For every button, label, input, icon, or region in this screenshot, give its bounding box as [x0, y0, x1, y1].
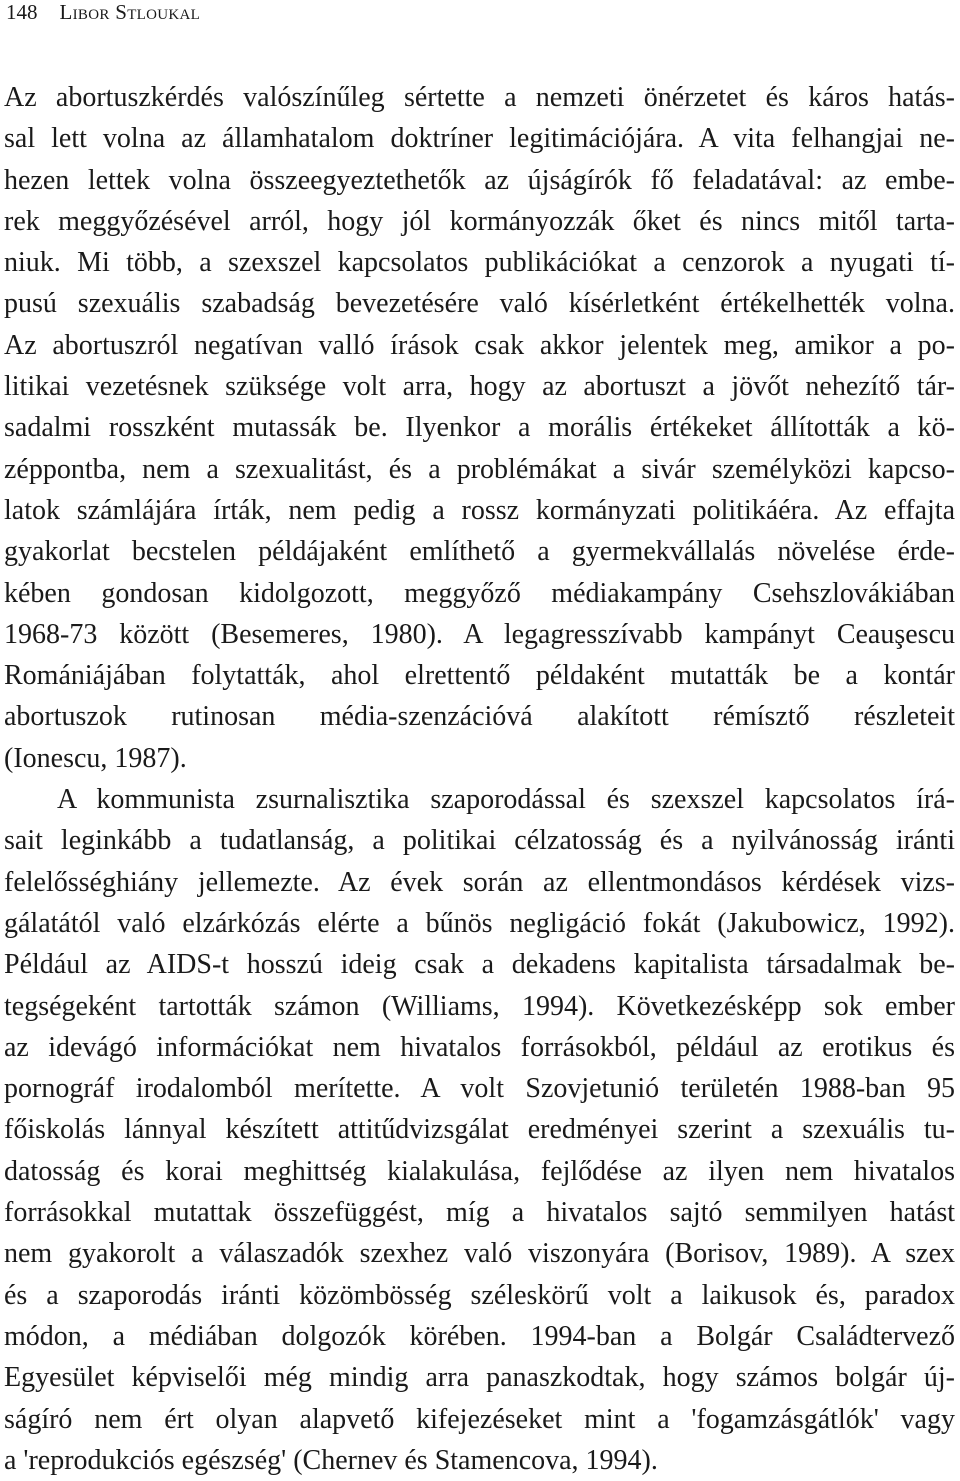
- text-line: gyakorlat becstelen példájaként említhető a gyermekvállalás növelése érde-: [4, 536, 955, 568]
- text-line: sait leginkább a tudatlanság, a politikai célzatosság és a nyilvánosság iránti: [4, 825, 955, 857]
- text-line: Egyesület képviselői még mindig arra panaszkodtak, hogy számos bolgár új-: [4, 1362, 955, 1394]
- text-line: sadalmi rosszként mutassák be. Ilyenkor a morális értékeket állították a kö-: [4, 412, 955, 444]
- text-line: Az abortuszkérdés valószínűleg sértette a nemzeti önérzetet és káros hatás-: [4, 82, 955, 113]
- text-line: gálatától való elzárkózás elérte a bűnös negligáció fokát (Jakubowicz, 1992).: [4, 907, 955, 939]
- page-number: 148: [6, 0, 38, 24]
- text-line: sal lett volna az államhatalom doktríner legitimációjára. A vita felhangjai ne-: [4, 123, 955, 155]
- text-line: litikai vezetésnek szüksége volt arra, hogy az abortuszt a jövőt nehezítő tár-: [4, 371, 955, 403]
- text-line: ságíró nem ért olyan alapvető kifejezéseket mint a 'fogamzásgátlók' vagy: [4, 1403, 955, 1435]
- text-line: datosság és korai meghittség kialakulása, fejlődése az ilyen nem hivatalos: [4, 1155, 955, 1187]
- paragraph-end-line: (Ionescu, 1987).: [4, 742, 187, 774]
- text-line: rek meggyőzésével arról, hogy jól kormányozzák őket és nincs mitől tarta-: [4, 205, 955, 237]
- paragraph-end-line: a 'reprodukciós egészség' (Chernev és Stamencova, 1994).: [4, 1444, 658, 1476]
- text-line: módon, a médiában dolgozók körében. 1994-ban a Bolgár Családtervező: [4, 1320, 955, 1352]
- text-line: Az abortuszról negatívan valló írások csak akkor jelentek meg, amikor a po-: [4, 329, 955, 361]
- text-line: latok számlájára írták, nem pedig a rossz kormányzati politikáéra. Az effajta: [4, 494, 955, 526]
- text-line: felelősséghiány jellemezte. Az évek során az ellentmondásos kérdések vizs-: [4, 866, 955, 898]
- text-line: niuk. Mi több, a szexszel kapcsolatos publikációkat a cenzorok a nyugati tí-: [4, 247, 955, 279]
- body-text: [4, 77, 955, 1481]
- paragraph-start-line: A kommunista zsurnalisztika szaporodással és szexszel kapcsolatos írá-: [57, 784, 955, 816]
- text-line: hezen lettek volna összeegyeztethetők az újságírók fő feladatával: az embe-: [4, 164, 955, 196]
- text-line: pornográf irodalomból merítette. A volt Szovjetunió területén 1988-ban 95: [4, 1073, 955, 1105]
- text-line: és a szaporodás iránti közömbösség széleskörű volt a laikusok és, paradox: [4, 1279, 955, 1311]
- text-line: Romániájában folytatták, ahol elrettentő példaként mutatták be a kontár: [4, 660, 955, 692]
- text-line: Például az AIDS-t hosszú ideig csak a dekadens kapitalista társadalmak be-: [4, 949, 955, 981]
- text-line: tegségeként tartották számon (Williams, 1994). Következésképp sok ember: [4, 990, 955, 1022]
- author-name: Libor Stloukal: [59, 0, 201, 24]
- text-line: az idevágó információkat nem hivatalos forrásokból, például az erotikus és: [4, 1031, 955, 1063]
- text-line: 1968-73 között (Besemeres, 1980). A legagresszívabb kampányt Ceauşescu: [4, 618, 955, 650]
- text-line: pusú szexuális szabadság bevezetésére való kísérletként értékelhették volna.: [4, 288, 955, 320]
- text-line: forrásokkal mutattak összefüggést, míg a hivatalos sajtó semmilyen hatást: [4, 1197, 955, 1229]
- running-head: [6, 0, 200, 24]
- text-line: főiskolás lánnyal készített attitűdvizsgálat eredményei szerint a szexuális tu-: [4, 1114, 955, 1146]
- text-line: zéppontba, nem a szexualitást, és a problémákat a sivár személyközi kapcso-: [4, 453, 955, 485]
- text-line: kében gondosan kidolgozott, meggyőző médiakampány Csehszlovákiában: [4, 577, 955, 609]
- text-line: nem gyakorolt a válaszadók szexhez való viszonyára (Borisov, 1989). A szex: [4, 1238, 955, 1270]
- text-line: abortuszok rutinosan média-szenzációvá alakított rémísztő részleteit: [4, 701, 955, 733]
